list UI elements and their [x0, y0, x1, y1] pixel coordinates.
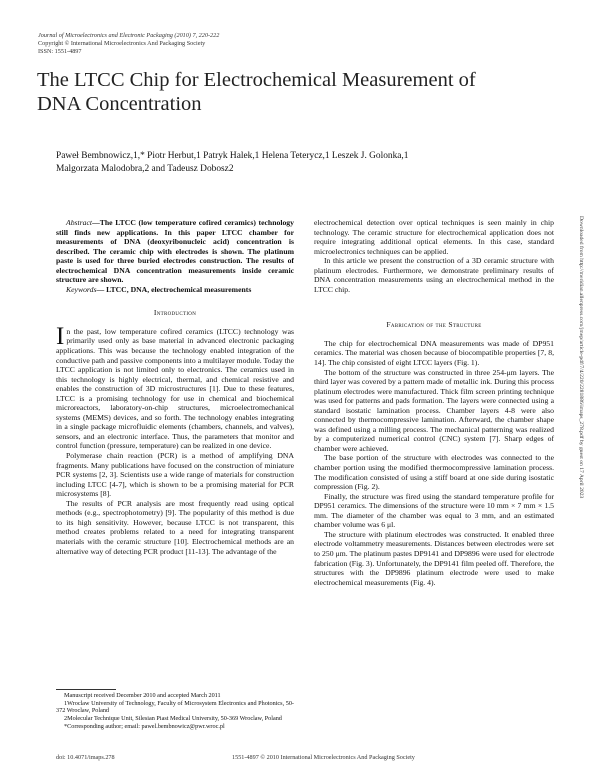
right-paragraph-1: electrochemical detection over optical techniques is seen mainly in chip technology. The ceramic structure for electrochemical application does not require integrating additional optical elements. In this case, standard microelectronics techniques can be applied. — [314, 218, 554, 256]
footnote-affiliation-1: 1Wroclaw University of Technology, Faculty of Microsystem Electronics and Photonics, 50-372 Wroclaw, Poland — [56, 699, 294, 715]
section-heading-introduction: Introduction — [153, 308, 197, 318]
footnote-received: Manuscript received December 2010 and accepted March 2011 — [64, 692, 221, 699]
footer-issn: 1551-4897 © 2010 International Microelectronics And Packaging Society — [232, 754, 415, 761]
authors-line-2: Malgorzata Malodobra,2 and Tadeusz Dobosz2 — [56, 164, 234, 174]
footnote-rule — [56, 689, 116, 690]
fabrication-paragraph-5: The structure with platinum electrodes was constructed. It enabled three electrode voltammetry measurements. Distances between electrodes were set to 250 μm. The platinum pastes DP9141 and DP9896 were used for electrode fabrication (Fig. 3). Unfortunately, the DP9141 film peeled off. Therefore, the structures with the DP9896 platinum electrode were used to make electrochemical measurements (Fig. 4). — [314, 529, 554, 587]
drop-cap: I — [56, 322, 65, 350]
right-column — [314, 218, 554, 587]
paper-title: The LTCC Chip for Electrochemical Measurement of DNA Concentration — [37, 69, 476, 115]
keywords — [56, 285, 294, 295]
footnote-corresponding: *Corresponding author; email: pawel.bembnowicz@pwr.wroc.pl — [64, 722, 225, 730]
journal-citation: Journal of Microelectronics and Electronic Packaging (2010) 7, 220-222 — [38, 32, 220, 39]
section-heading-fabrication: Fabrication of the Structure — [386, 320, 482, 330]
authors-line-1: Paweł Bembnowicz,1,* Piotr Herbut,1 Patryk Halek,1 Helena Teterycz,1 Leszek J. Golonka,1 — [56, 151, 409, 161]
copyright-line: Copyright © International Microelectronics And Packaging Society — [38, 40, 206, 47]
footnote-affiliation-2: 2Molecular Technique Unit, Silesian Piast Medical University, 50-369 Wroclaw, Poland — [64, 715, 282, 723]
keywords-text: — LTCC, DNA, electrochemical measurements — [96, 284, 252, 294]
intro-paragraph-2: Polymerase chain reaction (PCR) is a method of amplifying DNA fragments. Many publications have focused on the construction of miniature PCR systems [2, 3]. Scientists use a wide range of materials for construction including LTCC [4-7], which is shown to be a promising material for PCR microsystems [8]. — [56, 451, 294, 499]
intro-paragraph-3: The results of PCR analysis are most frequently read using optical methods (e.g., spectrophotometry) [9]. The popularity of this method is due to its high sensitivity. However, because LTCC is not transparent, this method creates problems related to a need for integrating transparent materials with the ceramic structure [10]. Electrochemical methods are an alternative way of detecting PCR product [11-13]. The advantage of the — [56, 498, 294, 556]
download-note: Downloaded from http://meridian.allenpress.com/jmep/article-pdf/7/4/220/2281886/imaps_278.pdf by guest on 17 April 2023 — [578, 216, 584, 499]
journal-header — [38, 32, 219, 56]
abstract — [56, 218, 294, 285]
fabrication-paragraph-3: The base portion of the structure with electrodes was connected to the chamber portion using the modified thermocompressive lamination process. The modification consisted of using a stiff board at one side during isostatic compression (Fig. 2). — [314, 453, 554, 492]
left-column — [56, 218, 294, 556]
fabrication-paragraph-2: The bottom of the structure was constructed in three 254-μm layers. The third layer was covered by a pattern made of metallic ink. During this process platinum electrodes were manufactured. Thick film screen printing technique was used for patterns and pads formation. The layers were connected using a standard isostatic lamination process. Chamber layers 4-8 were also connected by thermocompressive lamination. Afterward, the chamber shape was defined using a milling process. The mechanical patterning was realized by a computerized numerical control (CNC) system [7]. Sharp edges of chamber were achieved. — [314, 367, 554, 453]
intro-p1-text: n the past, low temperature cofired ceramics (LTCC) technology was primarily used only as base material in advanced electronic packaging applications. This was because the technology enabled integration of the conductive path and passive components into a multilayer module. Today the LTCC application is not limited only to electronics. The ceramics used in this technology is highly electrical, thermal, and chemical resistive and enables the construction of 3D microstructures [1]. Due to these features, LTCC is a promising technology for use in chemical and biochemical microreactors, laboratory-on-chip structures, microelectromechanical systems (MEMS) devices, and so forth. The technology enables integrating in a single package microfluidic elements (chambers, channels, and valves), sensors, and an electronic interface. Thus, the parameters that monitor and control function (pressure, temperature) can be realized in one device. — [56, 326, 294, 451]
right-paragraph-2: In this article we present the construction of a 3D ceramic structure with platinum electrodes. Furthermore, we demonstrate preliminary results of DNA concentration measurements using an electrochemical method in the LTCC chip. — [314, 256, 554, 294]
footnotes — [56, 692, 294, 731]
abstract-label: Abstract — [66, 218, 93, 227]
download-watermark — [575, 216, 585, 676]
intro-paragraph-1 — [56, 322, 294, 451]
fabrication-paragraph-1: The chip for electrochemical DNA measurements was made of DP951 ceramics. The material was chosen because of biocompatible properties [7, 8, 14]. The chip consisted of eight LTCC layers (Fig. 1). — [314, 338, 554, 368]
issn-line: ISSN: 1551-4897 — [38, 48, 82, 55]
author-list — [56, 150, 476, 176]
abstract-text: —The LTCC (low temperature cofired ceramics) technology still finds new applications. In this paper LTCC chamber for measurements of DNA (deoxyribonucleic acid) concentration is described. The ceramic chip with electrodes is shown. The platinum paste is used for three buried electrodes construction. The results of electrochemical DNA concentration measurements inside ceramic structure are shown. — [56, 218, 294, 285]
fabrication-paragraph-4: Finally, the structure was fired using the standard temperature profile for DP951 ceramics. The dimensions of the structure were 10 mm × 7 mm × 1.5 mm. The diameter of the chamber was equal to 3 mm, and an estimated chamber volume was 6 μl. — [314, 491, 554, 530]
keywords-label: Keywords — [66, 284, 97, 294]
footer-doi: doi: 10.4071/imaps.278 — [56, 754, 115, 761]
